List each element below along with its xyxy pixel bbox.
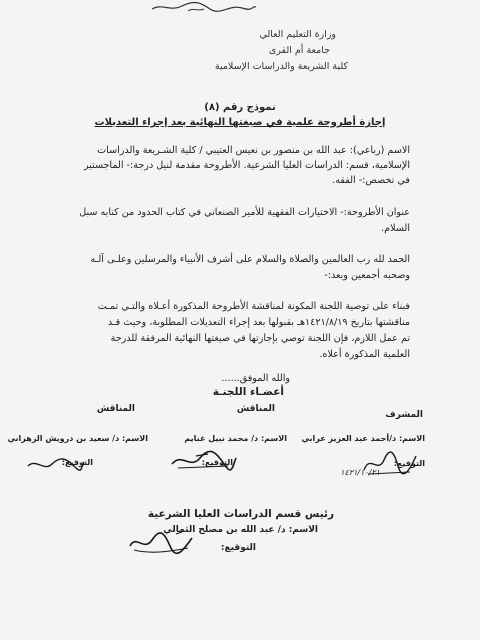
department-head-signature — [124, 528, 200, 558]
examiner2-role: المناقش — [96, 404, 135, 414]
top-handwriting-scribble — [148, 0, 258, 14]
body-line-10: تم عمل اللازم، فإن اللجنة توصي بإجازتها في صيغتها النهائية المرفقة للدرجة — [110, 333, 410, 344]
examiner2-signature — [22, 454, 86, 476]
university-name: جامعة أم القرى — [268, 45, 330, 56]
ministry-name: وزارة التعليم العالي — [259, 29, 336, 40]
department-head-name: الاسم: د/ عبد الله بن مصلح الثمالي — [163, 525, 318, 535]
supervisor-role: المشرف — [385, 410, 423, 420]
body-line-2: الإسلامية، قسم: الدراسات العليا الشرعية. الأطروحة مقدمة لنيل درجة:- الماجستير — [83, 160, 410, 171]
body-line-8: فبناء على توصية اللجنة المكونة لمناقشة الأطروحة المذكورة أعـلاه والتـي تمـت — [97, 301, 410, 312]
body-line-9: مناقشتها بتاريخ ١٤٢١/٨/١٩هـ بقبولها بعد إجراء التعديلات المطلوبة، وحيث قـد — [107, 317, 410, 328]
committee-title: أعضـاء اللجنـة — [212, 386, 284, 398]
examiner2-sign-label: التوقيع: — [61, 458, 93, 467]
supervisor-handwritten-date: ١٤٢١/١٠/٢١ — [340, 468, 380, 477]
department-head-title: رئيس قسم الدراسات العليا الشرعية — [147, 508, 334, 520]
examiner1-role: المناقش — [236, 404, 275, 414]
body-line-3: في تخصص:- الفقه. — [332, 175, 410, 186]
examiner1-sign-label: التوقيع: — [201, 458, 233, 467]
body-line-5: السلام. — [381, 223, 410, 234]
form-number-title: نموذج رقم (٨) — [204, 102, 276, 113]
college-name: كلية الشريعة والدراسات الإسلامية — [214, 61, 348, 72]
body-line-4: عنوان الأطروحة:- الاختيارات الفقهية للأمير الصنعاني في كتاب الحدود من كتابه سبل — [79, 207, 410, 218]
examiner1-name: الاسم: د/ محمد نبيل غنايم — [184, 434, 287, 443]
department-head-sign-label: التوقيع: — [220, 543, 256, 553]
closing-text: والله الموفق...... — [221, 373, 290, 384]
body-line-6: الحمد لله رب العالمين والصلاة والسلام على أشرف الأنبياء والمرسلين وعلـى آلـه — [90, 254, 410, 265]
body-line-1: الاسم (رباعي): عبد الله بن منصور بن نعيس العتيبي / كلية الشـريعة والدراسات — [97, 145, 410, 156]
body-line-11: العلمية المذكورة أعلاه. — [319, 349, 410, 360]
examiner1-signature — [168, 448, 238, 474]
examiner2-name: الاسم: د/ سعيد بن درويش الزهراني — [7, 434, 148, 443]
supervisor-name: الاسم: د/أحمد عبد العزيز عرابي — [301, 434, 425, 443]
supervisor-sign-label: التوقيع: — [393, 459, 425, 468]
body-line-7: وصحبه أجمعين وبعد:- — [324, 270, 410, 281]
form-subtitle: إجازة أطروحة علمية في صيغتها النهائية بعد إجراء التعديلات — [94, 117, 386, 128]
